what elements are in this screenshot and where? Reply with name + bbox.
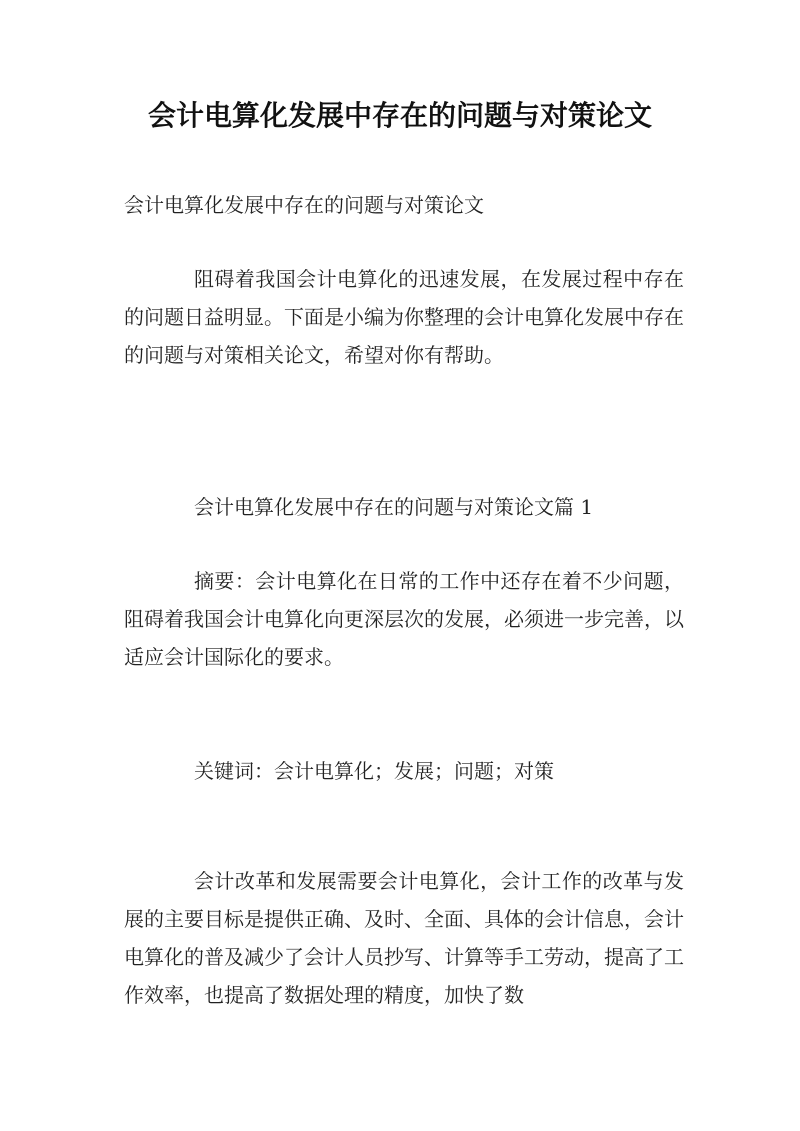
abstract-paragraph: 摘要：会计电算化在日常的工作中还存在着不少问题，阻碍着我国会计电算化向更深层次的发展，必须进一步完善，以适应会计国际化的要求。 bbox=[124, 569, 684, 669]
section-heading: 会计电算化发展中存在的问题与对策论文篇 1 bbox=[194, 495, 594, 519]
document-subtitle: 会计电算化发展中存在的问题与对策论文 bbox=[124, 193, 484, 217]
body-paragraph: 会计改革和发展需要会计电算化，会计工作的改革与发展的主要目标是提供正确、及时、全面、具体的会计信息，会计电算化的普及减少了会计人员抄写、计算等手工劳动，提高了工作效率，也提高了数据处理的精度，加快了数 bbox=[124, 869, 684, 1007]
intro-paragraph: 阻碍着我国会计电算化的迅速发展，在发展过程中存在的问题日益明显。下面是小编为你整理的会计电算化发展中存在的问题与对策相关论文，希望对你有帮助。 bbox=[124, 267, 684, 367]
document-title: 会计电算化发展中存在的问题与对策论文 bbox=[147, 99, 652, 132]
keywords-line: 关键词：会计电算化；发展；问题；对策 bbox=[194, 759, 554, 783]
